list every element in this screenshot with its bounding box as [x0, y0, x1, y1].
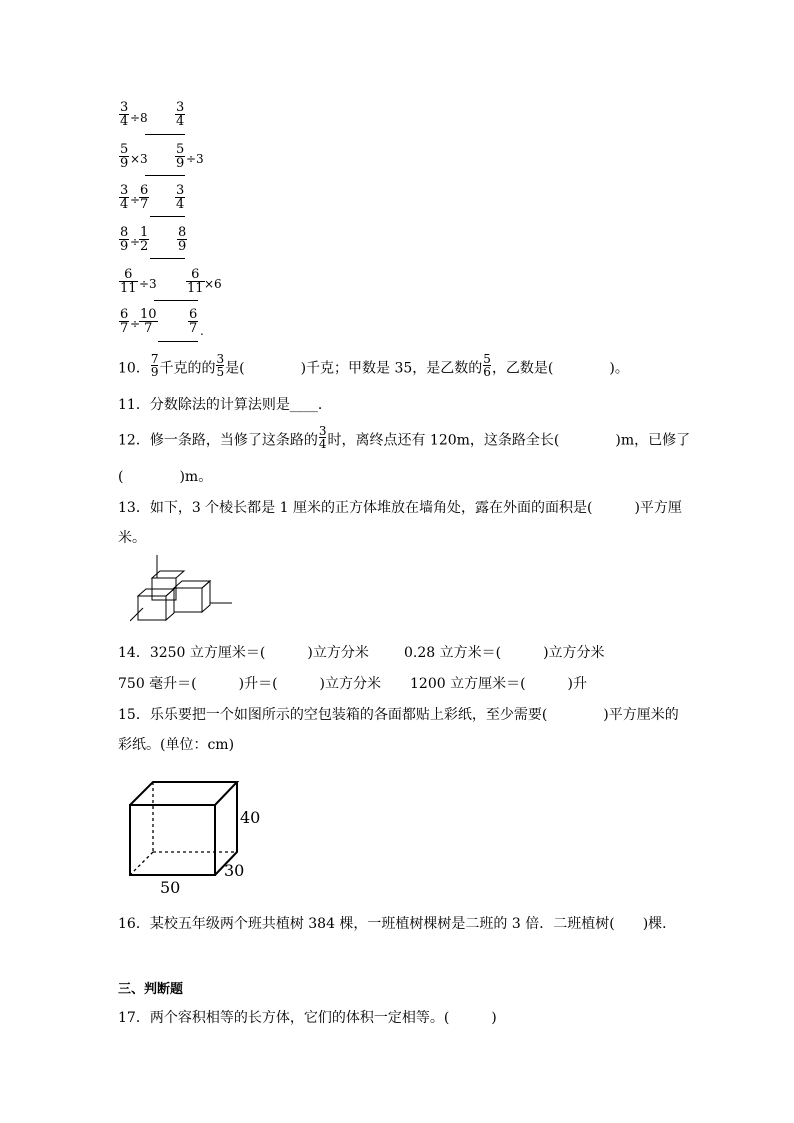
question-14: 14．3250 立方厘米＝( )立方分米 [118, 645, 369, 661]
fraction: 6 11 [120, 267, 137, 296]
height-label: 40 [240, 808, 261, 827]
fraction: 8 9 [120, 225, 129, 254]
operator: ÷ [130, 235, 141, 249]
question-15-line2: 彩纸。(单位：cm) [118, 737, 235, 753]
question-14-b: 0.28 立方米＝( )立方分米 [404, 645, 605, 661]
fraction: 1 2 [140, 225, 149, 254]
operator: ×3 [130, 152, 148, 166]
fraction: 6 11 [187, 267, 204, 296]
question-12-line2: ( )m。 [118, 469, 213, 485]
fraction: $\frac{3}{4}$ [318, 424, 327, 451]
operator: ÷ [130, 193, 141, 207]
question-14-line2: 750 毫升＝( )升＝( )立方分米 [118, 676, 382, 692]
box-drawing [120, 775, 270, 895]
question-13-line2: 米。 [118, 530, 146, 546]
question-14-line2-b: 1200 立方厘米＝( )升 [410, 676, 588, 692]
section-heading: 三、判断题 [118, 982, 184, 997]
operator: ÷ [130, 317, 141, 331]
fraction: 5 9 [120, 142, 129, 171]
operator: . [200, 324, 204, 338]
fraction: 5 9 [176, 142, 185, 171]
question-17: 17．两个容积相等的长方体，它们的体积一定相等。( ) [118, 1010, 497, 1026]
fraction: 6 7 [120, 307, 129, 336]
operator: ÷3 [139, 277, 157, 291]
fraction: 3 4 [176, 183, 185, 212]
operator: ×6 [204, 277, 222, 291]
answer-blank[interactable] [158, 341, 198, 342]
question-13: 13．如下，3 个棱长都是 1 厘米的正方体堆放在墙角处，露在外面的面积是( )平方厘 [118, 500, 682, 516]
fraction: $\frac{5}{6}$ [483, 352, 491, 379]
question-11: 11．分数除法的计算法则是____． [118, 397, 332, 413]
fraction: 3 4 [176, 100, 185, 129]
question-16: 16．某校五年级两个班共植树 384 棵，一班植树棵树是二班的 3 倍．二班植树( )棵． [118, 916, 677, 932]
operator: ÷3 [186, 152, 204, 166]
fraction: 8 9 [178, 225, 187, 254]
width-label: 30 [224, 861, 245, 880]
answer-blank[interactable] [145, 134, 185, 135]
operator: ÷8 [130, 111, 148, 125]
answer-blank[interactable] [154, 300, 198, 301]
question-12: 12．修一条路，当修了这条路的 $\frac{3}{4}$ 时，离终点还有 120m，这条路全长( )m，已修了 [118, 424, 691, 451]
answer-blank[interactable] [145, 175, 185, 176]
fraction: 3 4 [120, 183, 129, 212]
fraction: $\frac{7}{9}$ [150, 352, 159, 379]
cubes-figure [130, 555, 240, 625]
fraction: 10 7 [140, 307, 157, 336]
question-15: 15．乐乐要把一个如图所示的空包装箱的各面都贴上彩纸，至少需要( )平方厘米的 [118, 707, 679, 723]
answer-blank[interactable] [150, 216, 185, 217]
fraction: $\frac{3}{5}$ [216, 352, 225, 379]
fraction: 6 7 [189, 307, 198, 336]
length-label: 50 [160, 878, 181, 897]
question-10: 10． $\frac{7}{9}$ 千克的的 $\frac{3}{5}$ 是( )千克；甲数是 35，是乙数的 $\frac{5}{6}$ ，乙数是( )。 [118, 352, 629, 379]
answer-blank[interactable] [150, 258, 185, 259]
box-figure [120, 775, 270, 895]
fraction: 3 4 [120, 100, 129, 129]
fraction: 6 7 [140, 183, 149, 212]
